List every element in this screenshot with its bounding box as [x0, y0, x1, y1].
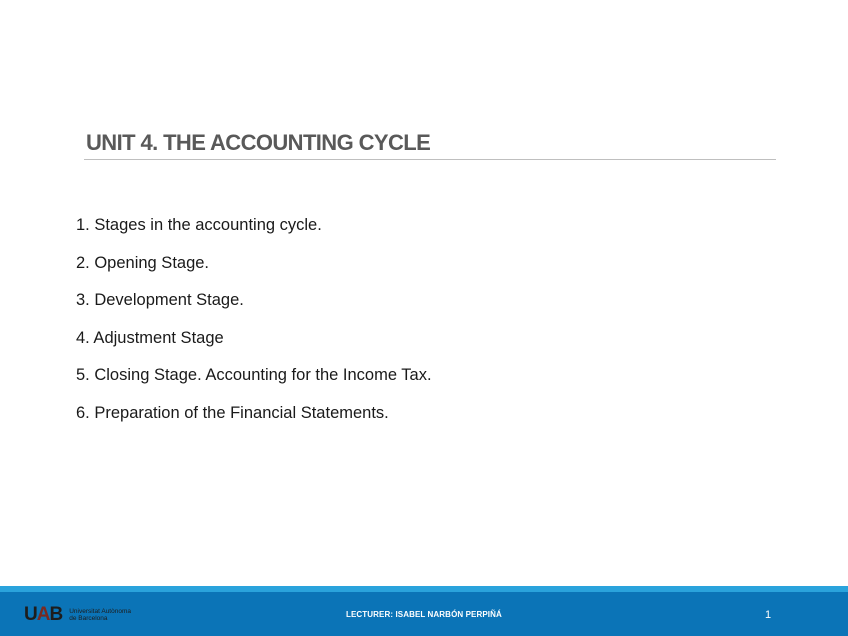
agenda-item: 1. Stages in the accounting cycle. — [76, 216, 322, 234]
agenda-list — [76, 212, 432, 438]
logo-mark-b: B — [49, 604, 63, 625]
university-logo — [24, 605, 131, 625]
slide-footer — [0, 592, 848, 636]
logo-wordmark — [69, 608, 131, 623]
agenda-item: 5. Closing Stage. Accounting for the Income Tax. — [76, 366, 432, 385]
slide-title: UNIT 4. THE ACCOUNTING CYCLE — [86, 130, 431, 155]
logo-mark-u: U — [24, 604, 37, 625]
lecturer-name: LECTURER: ISABEL NARBÓN PERPIÑÁ — [346, 610, 502, 619]
agenda-item: 6. Preparation of the Financial Statements. — [76, 403, 389, 422]
logo-line-1: Universitat Autònoma — [69, 607, 131, 615]
agenda-item: 4. Adjustment Stage — [76, 328, 224, 347]
page-number: 1 — [765, 609, 772, 621]
logo-mark — [24, 605, 62, 625]
agenda-item: 2. Opening Stage. — [76, 253, 210, 272]
title-divider — [84, 159, 776, 160]
agenda-item: 3. Development Stage. — [76, 291, 244, 310]
logo-line-2: de Barcelona — [69, 615, 108, 622]
logo-mark-a: A — [36, 604, 50, 625]
